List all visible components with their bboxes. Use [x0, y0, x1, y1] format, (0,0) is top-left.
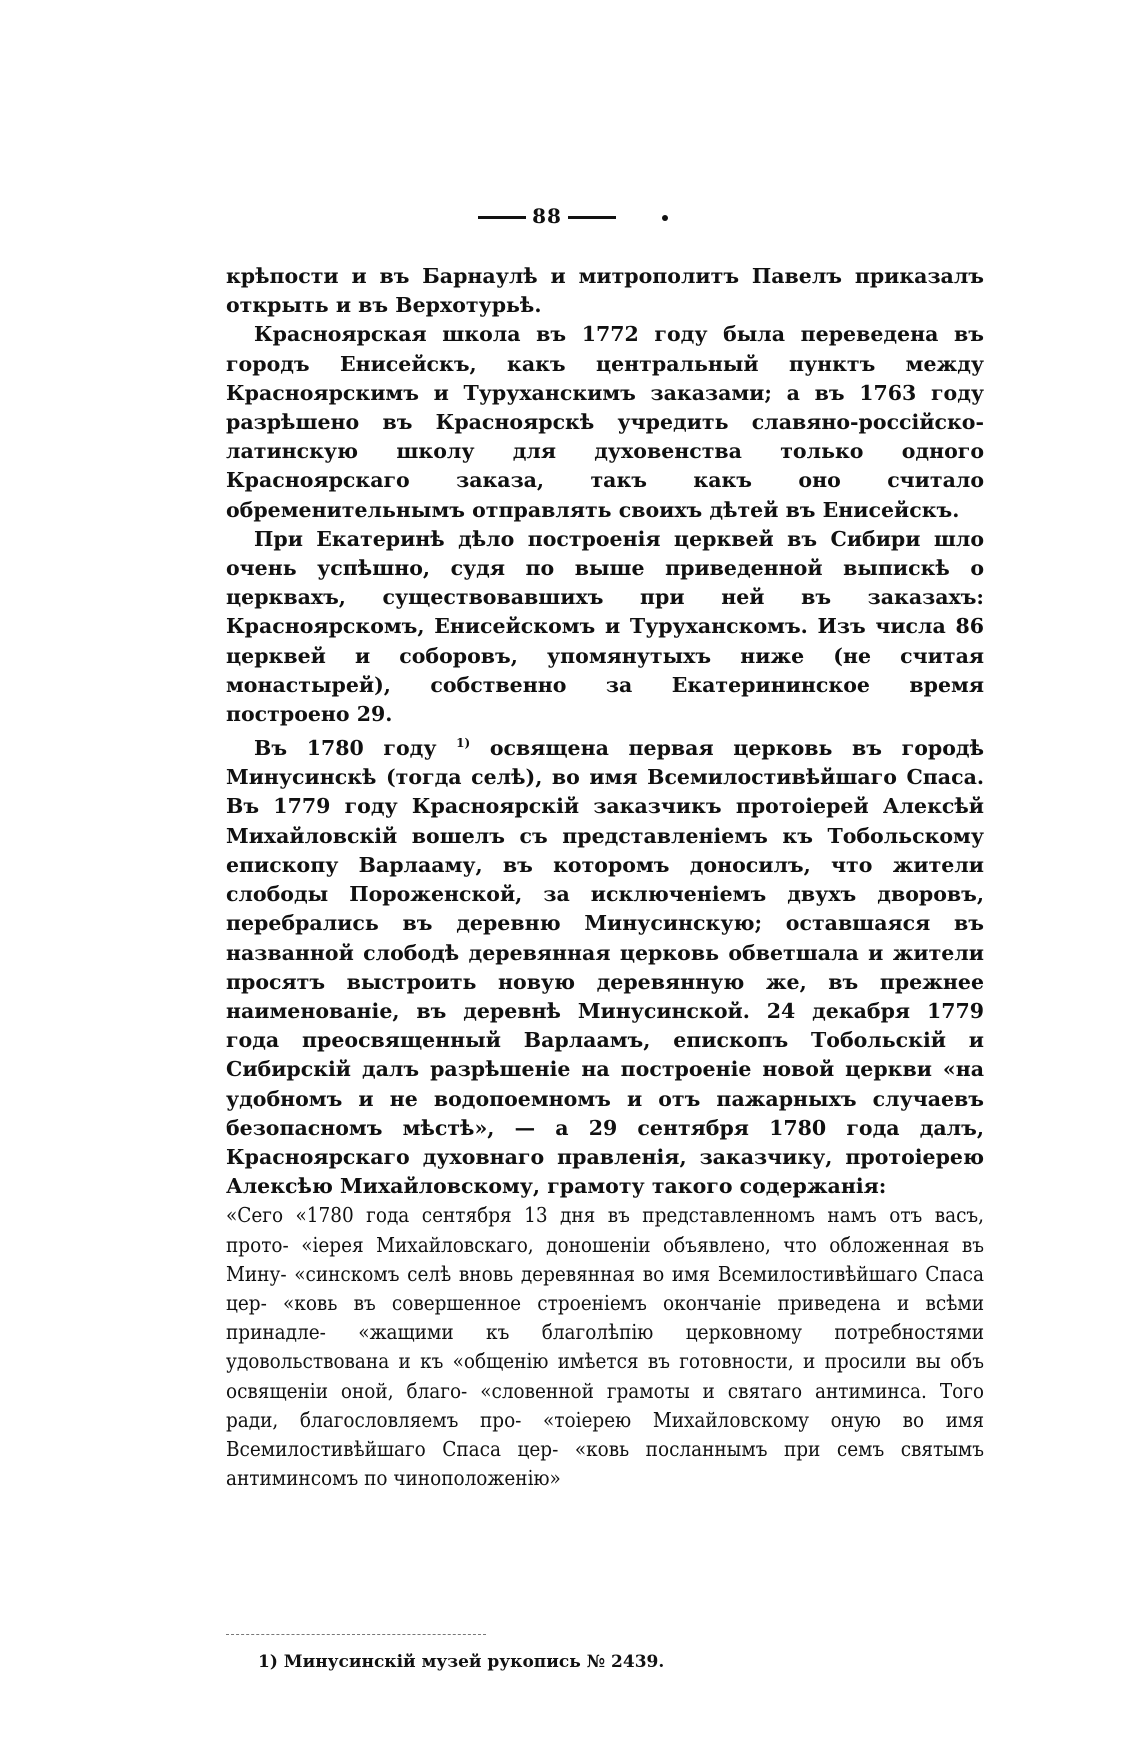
header-ornament-left: [478, 216, 526, 219]
paragraph-2: Красноярская школа въ 1772 году была переведена въ городъ Енисейскъ, какъ центральный пунктъ между Красноярскимъ и Туруханскимъ заказами; а въ 1763 году разрѣшено въ Красноярскѣ учредить славяно-россійско-латинскую школу для духовенства только одного Красноярскаго заказа, такъ какъ оно считало обременительнымъ отправлять своихъ дѣтей въ Енисейскъ.: [226, 322, 984, 522]
paragraph-4: [226, 729, 984, 1201]
page-header: [0, 204, 1140, 228]
paragraph-4-rest: освящена первая церковь въ городѣ Минусинскѣ (тогда селѣ), во имя Всемилостивѣйшаго Спаса. Въ 1779 году Красноярскій заказчикъ протоіерей Алексѣй Михайловскій вошелъ съ представленіемъ къ Тобольскому епископу Варлааму, въ которомъ доносилъ, что жители слободы Пороженской, за исключеніемъ двухъ дворовъ, перебрались въ деревню Минусинскую; оставшаяся въ названной слободѣ деревянная церковь обветшала и жители просятъ выстроить новую деревянную же, въ прежнее наименованіе, въ деревнѣ Минусинской. 24 декабря 1779 года преосвященный Варлаамъ, епископъ Тобольскій и Сибирскій далъ разрѣшеніе на построеніе новой церкви «на удобномъ и не водопоемномъ и отъ пажарныхъ случаевъ безопасномъ мѣстѣ», — а 29 сентября 1780 года далъ, Красноярскаго духовнаго правленія, заказчику, протоіерею Алексѣю Михайловскому, грамоту такого содержанія:: [226, 736, 985, 1199]
footnote-divider: [226, 1634, 486, 1635]
header-dot: [662, 215, 668, 221]
header-ornament-right: [568, 216, 616, 219]
paragraph-1: крѣпости и въ Барнаулѣ и митрополитъ Павелъ приказалъ открыть и въ Верхотурьѣ.: [226, 264, 984, 318]
footnote-text: Минусинскій музей рукопись № 2439.: [283, 1652, 665, 1672]
paragraph-4-start: Въ 1780 году: [254, 736, 437, 761]
quote-paragraph: «Сего «1780 года сентября 13 дня въ представленномъ намъ отъ васъ, прото- «іерея Михайловскаго, доношеніи объявлено, что обложенная въ Мину- «синскомъ селѣ вновь деревянная во имя Всемилостивѣйшаго Спаса цер- «ковь въ совершенное строеніемъ окончаніе приведена и всѣми принадле- «жащими къ благолѣпію церковному потребностями удовольствована и къ «общенію имѣется въ готовности, и просили вы объ освященіи оной, благо- «словенной грамоты и святаго антиминса. Того ради, благословляемъ про- «тоіерею Михайловскому оную во имя Всемилостивѣйшаго Спаса цер- «ковь посланнымъ при семъ святымъ антиминсомъ по чиноположенію»: [226, 1203, 984, 1491]
footnote: [258, 1652, 958, 1672]
body-text: [226, 262, 984, 1493]
footnote-reference: 1): [456, 736, 471, 751]
paragraph-3: При Екатеринѣ дѣло построенія церквей въ Сибири шло очень успѣшно, судя по выше приведенной выпискѣ о церквахъ, существовавшихъ при ней въ заказахъ: Красноярскомъ, Енисейскомъ и Туруханскомъ. Изъ числа 86 церквей и соборовъ, упомянутыхъ ниже (не считая монастырей), собственно за Екатерининское время построено 29.: [226, 526, 984, 727]
footnote-marker: 1): [258, 1652, 278, 1672]
page-number: 88: [532, 204, 562, 228]
